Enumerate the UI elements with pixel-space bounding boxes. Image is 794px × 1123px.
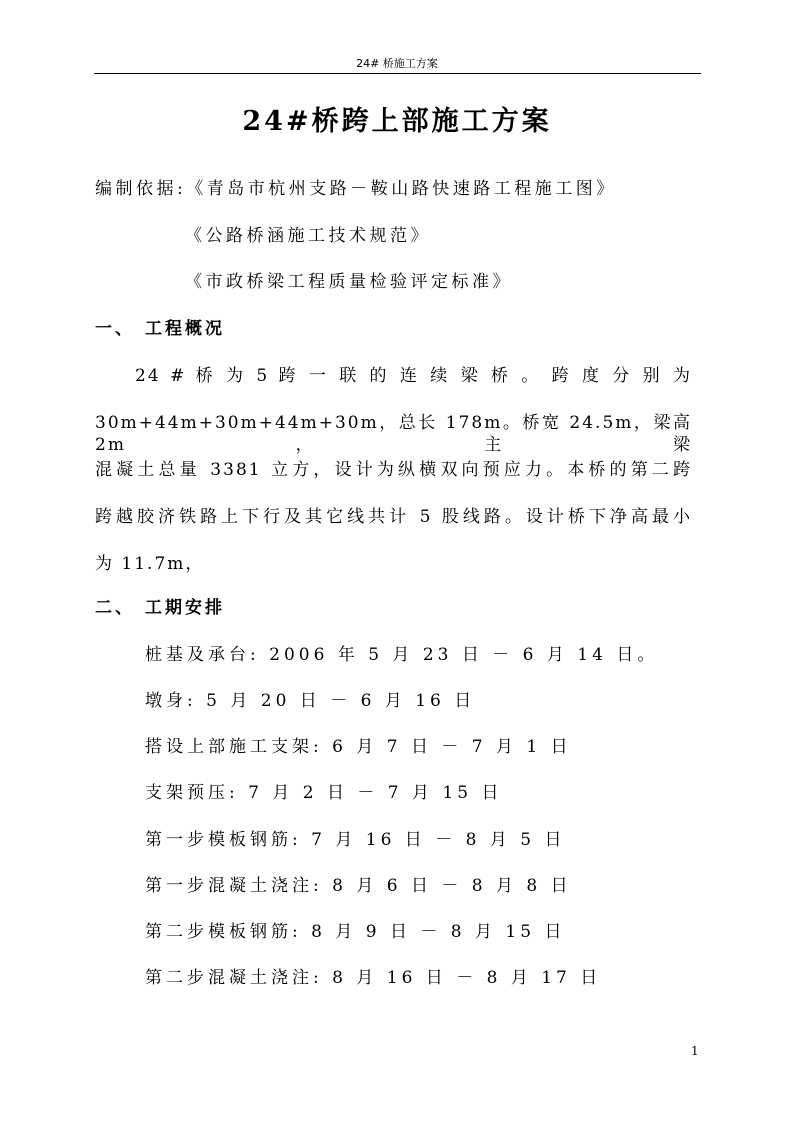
schedule-item: 第一步模板钢筋: 7 月 16 日 － 8 月 5 日 <box>145 830 566 850</box>
basis-line-1: 编制依据:《青岛市杭州支路－鞍山路快速路工程施工图》 <box>95 179 617 199</box>
section-1-paragraph <box>95 365 692 575</box>
basis-line-3: 《市政桥梁工程质量检验评定标准》 <box>185 272 513 292</box>
section-1-heading <box>95 318 225 340</box>
section-1-number: 一、 <box>95 319 135 339</box>
schedule-item: 第一步混凝土浇注: 8 月 6 日 － 8 月 8 日 <box>145 876 572 896</box>
running-header: 24# 桥施工方案 <box>356 57 438 70</box>
section-2-number: 二、 <box>95 598 135 618</box>
document-title: 24#桥跨上部施工方案 <box>242 106 552 137</box>
section-2-heading <box>95 597 225 619</box>
paragraph-line: 跨越胶济铁路上下行及其它线共计 5 股线路。设计桥下净高最小 <box>95 507 692 527</box>
schedule-item: 第二步混凝土浇注: 8 月 16 日 － 8 月 17 日 <box>145 968 602 988</box>
schedule-item: 第二步模板钢筋: 8 月 9 日 － 8 月 15 日 <box>145 922 566 942</box>
schedule-item: 支架预压: 7 月 2 日 － 7 月 15 日 <box>145 783 503 803</box>
section-2-title: 工期安排 <box>145 598 225 618</box>
basis-line-2: 《公路桥涵施工技术规范》 <box>185 226 431 246</box>
paragraph-line: 混凝土总量 3381 立方，设计为纵横双向预应力。本桥的第二跨 <box>95 460 692 480</box>
paragraph-line: 30m+44m+30m+44m+30m，总长 178m。桥宽 24.5m，梁高 2m，主梁 <box>95 413 692 455</box>
schedule-item: 桩基及承台: 2006 年 5 月 23 日 － 6 月 14 日。 <box>145 645 659 665</box>
schedule-item: 搭设上部施工支架: 6 月 7 日 － 7 月 1 日 <box>145 737 572 757</box>
header-rule <box>94 73 701 74</box>
section-1-title: 工程概况 <box>145 319 225 339</box>
paragraph-line: 为 11.7m， <box>95 554 205 574</box>
paragraph-line: 24 # 桥 为 5 跨 一 联 的 连 续 梁 桥 。 跨 度 分 别 为 <box>135 366 692 386</box>
schedule-item: 墩身: 5 月 20 日 － 6 月 16 日 <box>145 691 476 711</box>
page-number: 1 <box>691 1044 699 1058</box>
